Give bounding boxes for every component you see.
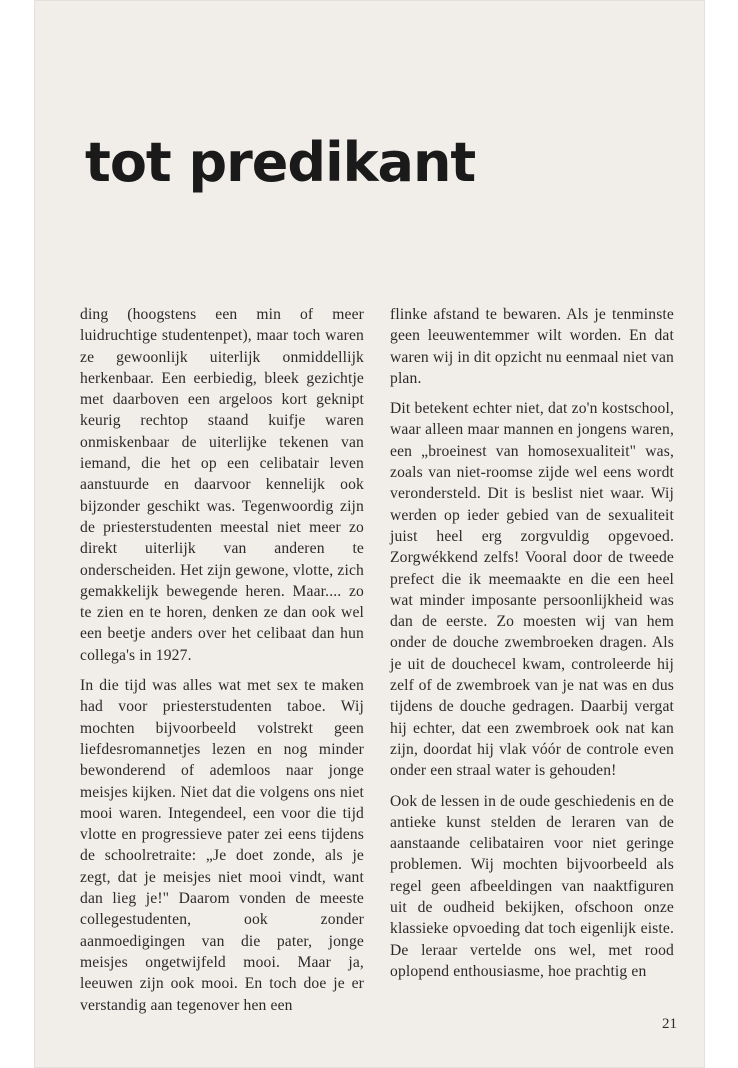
page-number: 21 [662, 1016, 677, 1032]
paragraph: ding (hoogstens een min of meer luidruchtige studentenpet), maar toch waren ze gewoonlijk uiterlijk onmiddellijk herkenbaar. Een eerbiedig, bleek gezichtje met daarboven een argeloos kort geknipt keurig rechtop staand kuifje waren onmiskenbaar de uiterlijke tekenen van iemand, die het op een celibatair leven aanstuurde en daarvoor kennelijk ook bijzonder geschikt was. Tegenwoordig zijn de priesterstudenten meestal niet meer zo direkt uiterlijk van anderen te onderscheiden. Het zijn gewone, vlotte, zich gemakkelijk bewegende heren. Maar.... zo te zien en te horen, denken ze dan ook wel een beetje anders over het celibaat dan hun collega's in 1927. [80, 306, 364, 664]
paragraph: In die tijd was alles wat met sex te maken had voor priesterstudenten taboe. Wij mochten bijvoorbeeld volstrekt geen liefdesromannetjes lezen en nog minder bewonderend of ademloos naar jonge meisjes kijken. Niet dat die volgens ons niet mooi waren. Integendeel, een voor die tijd vlotte en progressieve pater zei eens tijdens de schoolretraite: „Je doet zonde, als je zegt, dat je meisjes niet mooi vindt, want dan lieg je!" Daarom vonden de meeste collegestudenten, ook zonder aanmoedigingen van die pater, jonge meisjes ongetwijfeld mooi. Maar ja, leeuwen zijn ook mooi. En toch doe je er verstandig aan tegenover hen een [80, 677, 364, 1014]
paragraph: flinke afstand te bewaren. Als je tenminste geen leeuwentemmer wilt worden. En dat waren wij in dit opzicht nu eenmaal niet van plan. [390, 306, 674, 387]
page-title: tot predikant [85, 131, 476, 194]
left-column [80, 304, 364, 1016]
paragraph: Ook de lessen in de oude geschiedenis en de antieke kunst stelden de leraren van de aanstaande celibatairen voor niet geringe problemen. Wij mochten bijvoorbeeld als regel geen afbeeldingen van naaktfiguren uit de oudheid bekijken, ofschoon onze klassieke opvoeding dat toch eigenlijk eiste. De leraar vertelde ons wel, met rood oplopend enthousiasme, hoe prachtig en [390, 792, 674, 980]
paragraph: Dit betekent echter niet, dat zo'n kostschool, waar alleen maar mannen en jongens waren, een „broeinest van homosexualiteit" was, zoals van niet-roomse zijde wel eens wordt verondersteld. Dit is beslist niet waar. Wij werden op ieder gebied van de sexualiteit juist heel erg zorgvuldig opgevoed. Zorgwékkend zelfs! Vooral door de tweede prefect die ik meemaakte en die een heel wat minder imposante persoonlijkheid was dan de eerste. Zo moesten wij van hem onder de douche zwembroeken dragen. Als je uit de douchecel kwam, controleerde hij zelf of de zwembroek van je nat was en dus tijdens de douche gedragen. Daarbij vergat hij echter, dat een zwembroek ook nat kan zijn, doordat hij vlak vóór de controle even onder een straal water is gehouden! [390, 400, 674, 780]
book-page [34, 0, 705, 1068]
right-column [390, 304, 674, 982]
